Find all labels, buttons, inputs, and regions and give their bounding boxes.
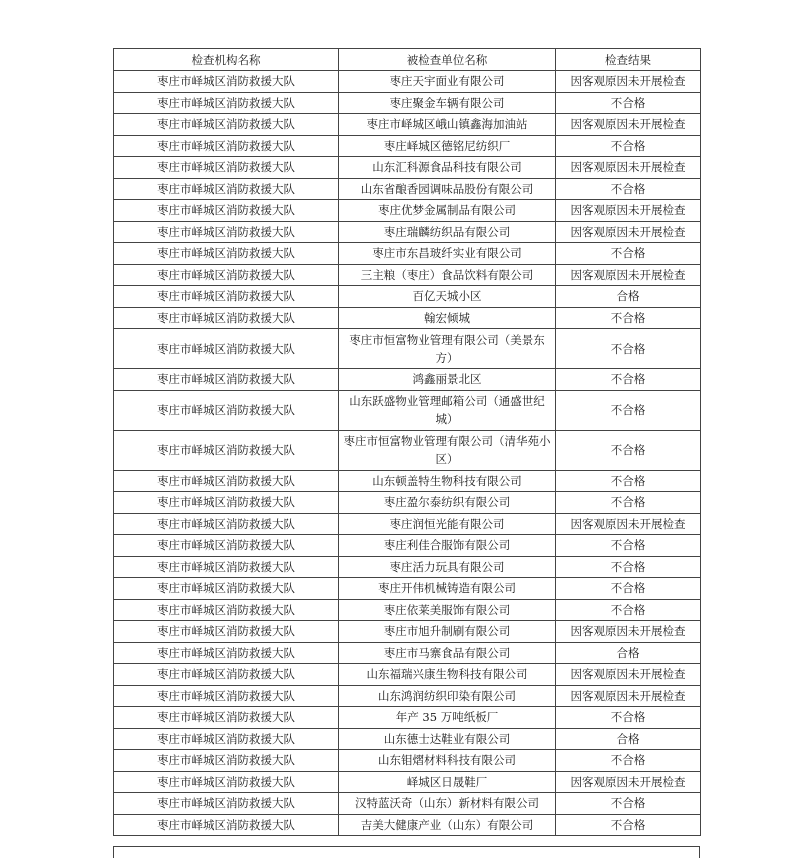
- table-row: [114, 470, 701, 492]
- cell-result: 因客观原因未开展检查: [556, 621, 701, 643]
- table-row: [114, 71, 701, 93]
- header-unit: 被检查单位名称: [339, 49, 556, 71]
- cell-org: 枣庄市峄城区消防救援大队: [114, 307, 339, 329]
- table-row: [114, 329, 701, 369]
- table-row: [114, 286, 701, 308]
- table-row: [114, 750, 701, 772]
- cell-result: 不合格: [556, 369, 701, 391]
- cell-result: 合格: [556, 642, 701, 664]
- cell-org: 枣庄市峄城区消防救援大队: [114, 793, 339, 815]
- cell-unit: 枣庄聚金车辆有限公司: [339, 92, 556, 114]
- cell-unit: 翰宏倾城: [339, 307, 556, 329]
- cell-org: 枣庄市峄城区消防救援大队: [114, 728, 339, 750]
- table-row: [114, 685, 701, 707]
- header-org: 检查机构名称: [114, 49, 339, 71]
- table-row: [114, 707, 701, 729]
- cell-unit: 汉特蓝沃奇（山东）新材料有限公司: [339, 793, 556, 815]
- table-row: [114, 264, 701, 286]
- cell-result: 不合格: [556, 492, 701, 514]
- cell-org: 枣庄市峄城区消防救援大队: [114, 286, 339, 308]
- header-result: 检查结果: [556, 49, 701, 71]
- cell-unit: 山东钼熠材料科技有限公司: [339, 750, 556, 772]
- table-row: [114, 664, 701, 686]
- cell-result: 不合格: [556, 814, 701, 836]
- table-row: [114, 535, 701, 557]
- table-row: [114, 307, 701, 329]
- cell-unit: 枣庄市恒富物业管理有限公司（美景东方）: [339, 329, 556, 369]
- cell-org: 枣庄市峄城区消防救援大队: [114, 329, 339, 369]
- table-row: [114, 793, 701, 815]
- cell-result: 因客观原因未开展检查: [556, 200, 701, 222]
- table-row: [114, 513, 701, 535]
- cell-org: 枣庄市峄城区消防救援大队: [114, 430, 339, 470]
- table-row: [114, 200, 701, 222]
- cell-result: 因客观原因未开展检查: [556, 114, 701, 136]
- cell-unit: 山东省酿香园调味品股份有限公司: [339, 178, 556, 200]
- table-row: [114, 578, 701, 600]
- cell-result: 合格: [556, 286, 701, 308]
- cell-org: 枣庄市峄城区消防救援大队: [114, 599, 339, 621]
- cell-result: 因客观原因未开展检查: [556, 771, 701, 793]
- cell-org: 枣庄市峄城区消防救援大队: [114, 578, 339, 600]
- cell-unit: 山东鸿润纺织印染有限公司: [339, 685, 556, 707]
- cell-unit: 山东汇科源食品科技有限公司: [339, 157, 556, 179]
- cell-org: 枣庄市峄城区消防救援大队: [114, 71, 339, 93]
- cell-result: 不合格: [556, 793, 701, 815]
- table-row: [114, 599, 701, 621]
- cell-unit: 山东德士达鞋业有限公司: [339, 728, 556, 750]
- cell-unit: 山东顿盖特生物科技有限公司: [339, 470, 556, 492]
- cell-org: 枣庄市峄城区消防救援大队: [114, 513, 339, 535]
- table-row: [114, 430, 701, 470]
- cell-org: 枣庄市峄城区消防救援大队: [114, 771, 339, 793]
- cell-org: 枣庄市峄城区消防救援大队: [114, 621, 339, 643]
- table-row: [114, 369, 701, 391]
- table-body: [114, 71, 701, 836]
- cell-result: 不合格: [556, 178, 701, 200]
- cell-org: 枣庄市峄城区消防救援大队: [114, 750, 339, 772]
- cell-result: 不合格: [556, 578, 701, 600]
- cell-org: 枣庄市峄城区消防救援大队: [114, 707, 339, 729]
- cell-result: 不合格: [556, 390, 701, 430]
- cell-org: 枣庄市峄城区消防救援大队: [114, 200, 339, 222]
- cell-org: 枣庄市峄城区消防救援大队: [114, 264, 339, 286]
- cell-result: 不合格: [556, 430, 701, 470]
- table-row: [114, 157, 701, 179]
- table-row: [114, 728, 701, 750]
- cell-unit: 吉美大健康产业（山东）有限公司: [339, 814, 556, 836]
- table-row: [114, 114, 701, 136]
- cell-org: 枣庄市峄城区消防救援大队: [114, 642, 339, 664]
- cell-org: 枣庄市峄城区消防救援大队: [114, 685, 339, 707]
- table-row: [114, 771, 701, 793]
- cell-unit: 枣庄市恒富物业管理有限公司（清华苑小区）: [339, 430, 556, 470]
- cell-unit: 枣庄优梦金属制品有限公司: [339, 200, 556, 222]
- cell-org: 枣庄市峄城区消防救援大队: [114, 470, 339, 492]
- table-row: [114, 243, 701, 265]
- cell-result: 不合格: [556, 750, 701, 772]
- cell-result: 不合格: [556, 135, 701, 157]
- cell-org: 枣庄市峄城区消防救援大队: [114, 664, 339, 686]
- cell-result: 合格: [556, 728, 701, 750]
- cell-org: 枣庄市峄城区消防救援大队: [114, 114, 339, 136]
- cell-unit: 枣庄开伟机械铸造有限公司: [339, 578, 556, 600]
- cell-result: 因客观原因未开展检查: [556, 664, 701, 686]
- table-header-row: [114, 49, 701, 71]
- table-row: [114, 135, 701, 157]
- cell-org: 枣庄市峄城区消防救援大队: [114, 221, 339, 243]
- cell-unit: 三主粮（枣庄）食品饮料有限公司: [339, 264, 556, 286]
- cell-result: 不合格: [556, 307, 701, 329]
- cell-unit: 枣庄利佳合服饰有限公司: [339, 535, 556, 557]
- cell-unit: 山东跃盛物业管理邮箱公司（通盛世纪城）: [339, 390, 556, 430]
- cell-unit: 枣庄峄城区德铭尼纺织厂: [339, 135, 556, 157]
- table-row: [114, 621, 701, 643]
- cell-result: 不合格: [556, 535, 701, 557]
- cell-result: 不合格: [556, 599, 701, 621]
- cell-result: 不合格: [556, 707, 701, 729]
- table-row: [114, 814, 701, 836]
- table-row: [114, 178, 701, 200]
- cell-unit: 枣庄瑞麟纺织品有限公司: [339, 221, 556, 243]
- cell-unit: 枣庄盈尔泰纺织有限公司: [339, 492, 556, 514]
- cell-result: 因客观原因未开展检查: [556, 685, 701, 707]
- table-row: [114, 221, 701, 243]
- cell-result: 不合格: [556, 329, 701, 369]
- cell-result: 不合格: [556, 556, 701, 578]
- cell-result: 因客观原因未开展检查: [556, 264, 701, 286]
- cell-result: 因客观原因未开展检查: [556, 221, 701, 243]
- cell-org: 枣庄市峄城区消防救援大队: [114, 492, 339, 514]
- cell-org: 枣庄市峄城区消防救援大队: [114, 92, 339, 114]
- cell-unit: 枣庄依莱美服饰有限公司: [339, 599, 556, 621]
- cell-org: 枣庄市峄城区消防救援大队: [114, 390, 339, 430]
- table-row: [114, 92, 701, 114]
- inspection-table: [113, 48, 701, 836]
- cell-org: 枣庄市峄城区消防救援大队: [114, 157, 339, 179]
- cell-org: 枣庄市峄城区消防救援大队: [114, 369, 339, 391]
- cell-unit: 枣庄市峄城区峨山镇鑫海加油站: [339, 114, 556, 136]
- cell-unit: 百亿天城小区: [339, 286, 556, 308]
- cell-result: 因客观原因未开展检查: [556, 71, 701, 93]
- cell-unit: 鸿鑫丽景北区: [339, 369, 556, 391]
- cell-result: 不合格: [556, 243, 701, 265]
- cell-org: 枣庄市峄城区消防救援大队: [114, 243, 339, 265]
- cell-unit: 枣庄活力玩具有限公司: [339, 556, 556, 578]
- cell-unit: 枣庄润恒光能有限公司: [339, 513, 556, 535]
- cell-org: 枣庄市峄城区消防救援大队: [114, 535, 339, 557]
- cell-org: 枣庄市峄城区消防救援大队: [114, 178, 339, 200]
- cell-result: 不合格: [556, 92, 701, 114]
- cell-org: 枣庄市峄城区消防救援大队: [114, 814, 339, 836]
- cell-unit: 枣庄市马寨食品有限公司: [339, 642, 556, 664]
- cut-off-row: [113, 846, 700, 858]
- cell-unit: 年产 35 万吨纸板厂: [339, 707, 556, 729]
- cell-result: 不合格: [556, 470, 701, 492]
- cell-unit: 山东福瑞兴康生物科技有限公司: [339, 664, 556, 686]
- table-row: [114, 492, 701, 514]
- cell-unit: 枣庄市旭升制刷有限公司: [339, 621, 556, 643]
- cell-org: 枣庄市峄城区消防救援大队: [114, 135, 339, 157]
- table-row: [114, 556, 701, 578]
- cell-unit: 枣庄天宇面业有限公司: [339, 71, 556, 93]
- table-row: [114, 642, 701, 664]
- cell-org: 枣庄市峄城区消防救援大队: [114, 556, 339, 578]
- table-row: [114, 390, 701, 430]
- cell-unit: 枣庄市东昌玻纤实业有限公司: [339, 243, 556, 265]
- cell-unit: 峄城区日晟鞋厂: [339, 771, 556, 793]
- cell-result: 因客观原因未开展检查: [556, 157, 701, 179]
- cell-result: 因客观原因未开展检查: [556, 513, 701, 535]
